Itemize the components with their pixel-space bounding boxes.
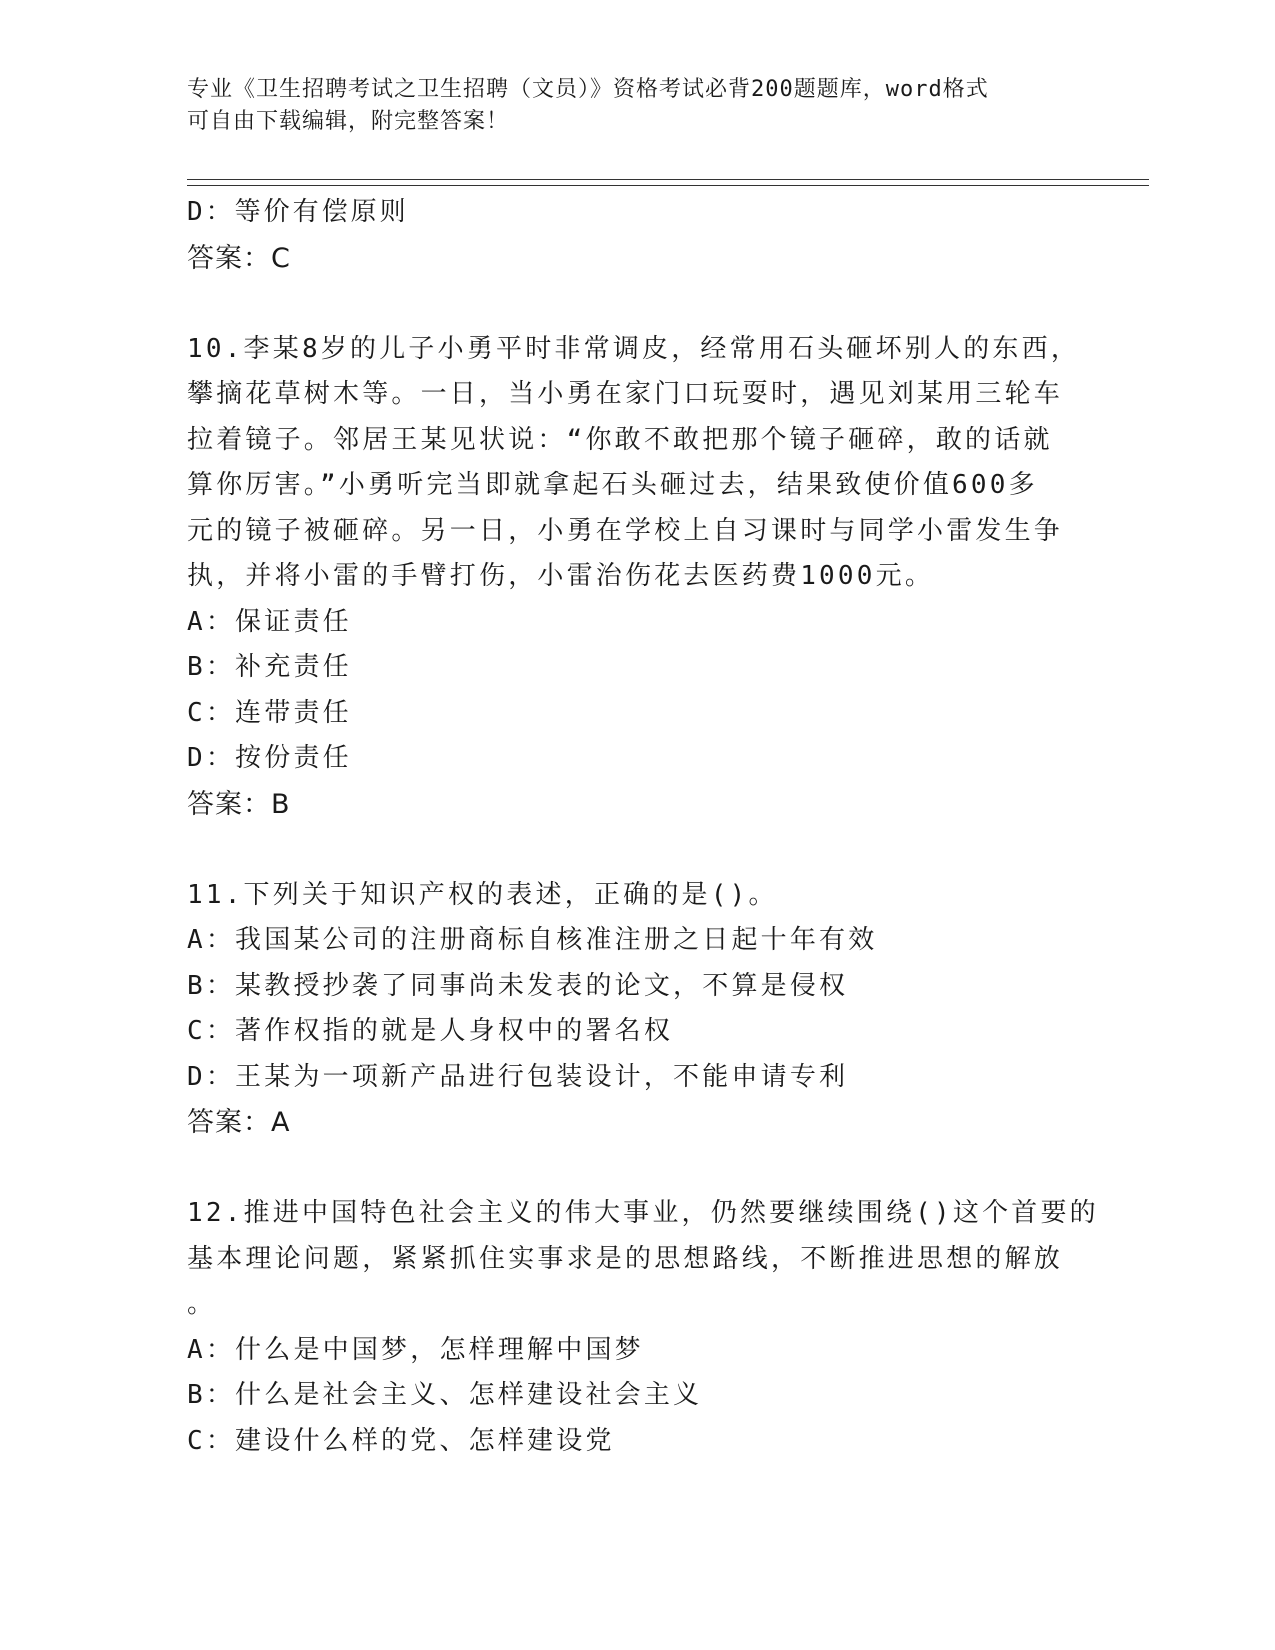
option-b: B：什么是社会主义、怎样建设社会主义 xyxy=(187,1380,703,1410)
question-content xyxy=(187,190,1099,1464)
question-12 xyxy=(187,1191,1099,1464)
option-b: B：补充责任 xyxy=(187,652,352,682)
question-stem-line: 元的镜子被砸碎。另一日，小勇在学校上自习课时与同学小雷发生争 xyxy=(187,515,1064,546)
option-c: C：建设什么样的党、怎样建设党 xyxy=(187,1425,615,1456)
spacer xyxy=(187,281,1087,327)
spacer xyxy=(187,1146,1087,1192)
option-a: A：我国某公司的注册商标自核准注册之日起十年有效 xyxy=(187,925,878,955)
option-a: A：什么是中国梦，怎样理解中国梦 xyxy=(187,1334,644,1365)
question-stem-line: 12.推进中国特色社会主义的伟大事业，仍然要继续围绕()这个首要的 xyxy=(187,1198,1099,1228)
question-11 xyxy=(187,873,1087,1146)
answer-line: 答案：A xyxy=(187,1107,291,1138)
option-d: D：王某为一项新产品进行包装设计，不能申请专利 xyxy=(187,1061,849,1092)
option-c: C：著作权指的就是人身权中的署名权 xyxy=(187,1016,674,1046)
question-stem-line: 执，并将小雷的手臂打伤，小雷治伤花去医药费1000元。 xyxy=(187,561,935,591)
option-d: D：等价有偿原则 xyxy=(187,197,409,227)
page-header xyxy=(187,74,1067,138)
header-divider-top xyxy=(187,179,1149,180)
header-line-2: 可自由下载编辑，附完整答案！ xyxy=(187,109,510,134)
answer-line: 答案：C xyxy=(187,242,291,274)
question-stem-line: 拉着镜子。邻居王某见状说：“你敢不敢把那个镜子砸碎，敢的话就 xyxy=(187,424,1053,455)
header-divider-bottom xyxy=(187,185,1149,186)
option-a: A：保证责任 xyxy=(187,606,352,637)
question-stem-line: 10.李某8岁的儿子小勇平时非常调皮，经常用石头砸坏别人的东西， xyxy=(187,333,1081,364)
question-9 xyxy=(187,190,1087,281)
question-stem-line: 。 xyxy=(187,1289,217,1319)
question-stem-line: 算你厉害。”小勇听完当即就拿起石头砸过去，结果致使价值600多 xyxy=(187,470,1038,500)
question-10 xyxy=(187,327,1087,828)
question-stem-line: 基本理论问题，紧紧抓住实事求是的思想路线，不断推进思想的解放 xyxy=(187,1243,1064,1274)
question-stem-line: 攀摘花草树木等。一日，当小勇在家门口玩耍时，遇见刘某用三轮车 xyxy=(187,379,1064,409)
question-stem-line: 11.下列关于知识产权的表述，正确的是()。 xyxy=(187,879,778,910)
spacer xyxy=(187,827,1087,873)
option-c: C：连带责任 xyxy=(187,697,352,728)
header-line-1: 专业《卫生招聘考试之卫生招聘（文员）》资格考试必背200题题库，word格式 xyxy=(187,77,989,102)
answer-line: 答案：B xyxy=(187,788,291,820)
option-b: B：某教授抄袭了同事尚未发表的论文，不算是侵权 xyxy=(187,970,849,1001)
option-d: D：按份责任 xyxy=(187,743,352,773)
